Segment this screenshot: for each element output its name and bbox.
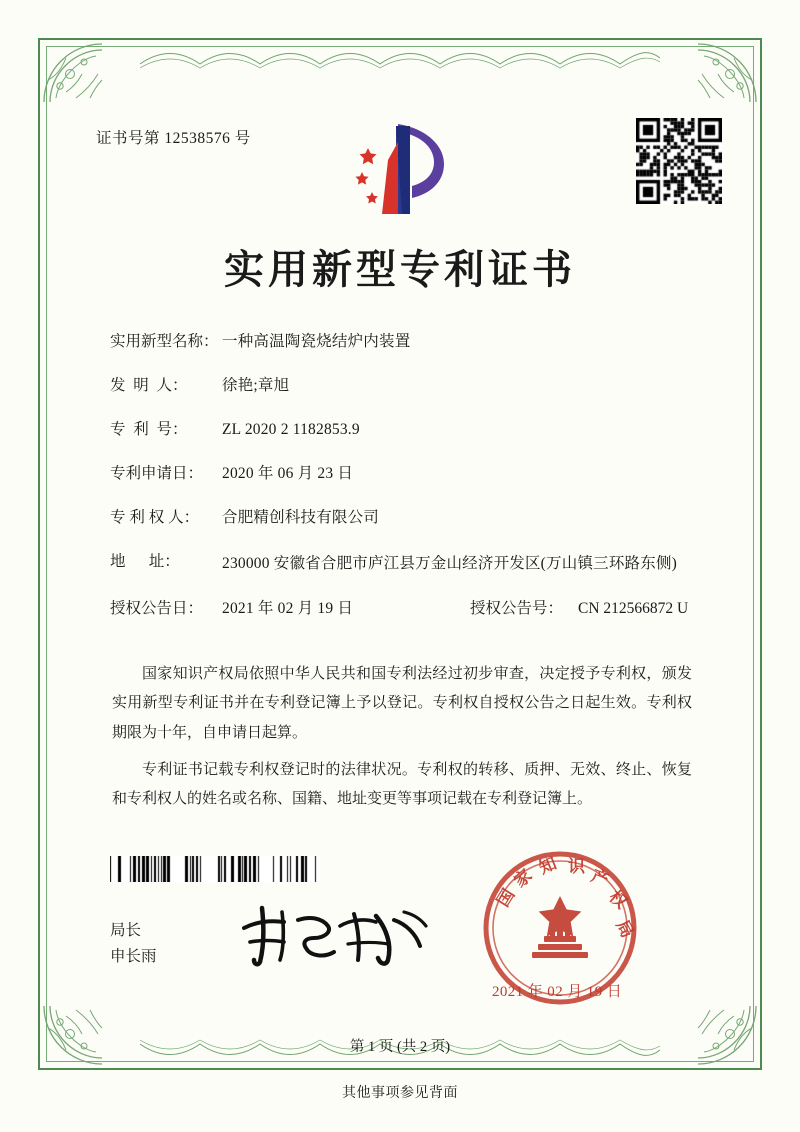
field-label: 授权公告号： [470,600,564,618]
qr-code-icon [636,118,722,204]
director-name: 申长雨 [110,948,157,966]
field-label: 发 明 人： [110,376,188,394]
corner-ornament-icon [40,40,106,106]
corner-ornament-icon [694,40,760,106]
svg-text:产: 产 [588,866,612,892]
field-row [110,332,710,353]
field-label: 地 址： [110,552,180,570]
svg-text:权: 权 [604,886,631,914]
field-value: 合肥精创科技有限公司 [222,508,380,526]
director-label: 局长 [110,922,142,939]
seal-date: 2021 年 02 月 19 日 [492,984,623,1000]
top-border-ornament-icon [140,44,660,70]
field-value: ZL 2020 2 1182853.9 [222,420,360,438]
cnipa-logo-icon [352,118,456,220]
field-row [110,376,710,397]
handwritten-signature-icon [236,898,436,970]
director-block [110,918,157,971]
field-row-announcement [110,599,710,620]
field-value: 一种高温陶瓷烧结炉内装置 [222,333,411,350]
svg-text:识: 识 [568,857,585,877]
paragraph: 专利证书记载专利权登记时的法律状况。专利权的转移、质押、无效、终止、恢复和专利权人的姓名或名称、国籍、地址变更等事项记载在专利登记簿上。 [112,761,692,807]
field-row [110,420,710,441]
field-value: 徐艳;章旭 [222,376,290,394]
field-row [110,508,710,529]
field-value: 2021 年 02 月 19 日 [222,600,354,618]
page-title: 实用新型专利证书 [224,246,576,293]
field-value: CN 212566872 U [578,600,689,618]
field-row-address [110,552,710,577]
field-label: 专利申请日： [110,464,204,482]
field-list [110,332,710,643]
svg-text:局: 局 [611,916,638,942]
footnote: 其他事项参见背面 [342,1086,458,1101]
barcode-icon [110,856,320,882]
svg-text:知: 知 [536,853,560,879]
svg-text:家: 家 [510,865,537,892]
svg-text:国: 国 [493,885,520,911]
field-row [110,464,710,485]
field-value: 2020 年 06 月 23 日 [222,464,354,482]
paragraph: 国家知识产权局依照中华人民共和国专利法经过初步审查，决定授予专利权，颁发实用新型专利证书并在专利登记簿上予以登记。专利权自授权公告之日起生效。专利权期限为十年，自申请日起算。 [112,666,692,741]
field-value: 230000 安徽省合肥市庐江县万金山经济开发区(万山镇三环路东侧) [222,554,678,572]
page-number: 第 1 页 (共 2 页) [349,1039,451,1055]
field-label: 专 利 权 人： [110,508,200,526]
field-label: 实用新型名称： [110,333,219,350]
certificate-number: 证书号第 12538576 号 [96,130,251,147]
field-label: 授权公告日： [110,600,204,618]
field-label: 专 利 号： [110,420,188,438]
legal-text [112,660,692,822]
